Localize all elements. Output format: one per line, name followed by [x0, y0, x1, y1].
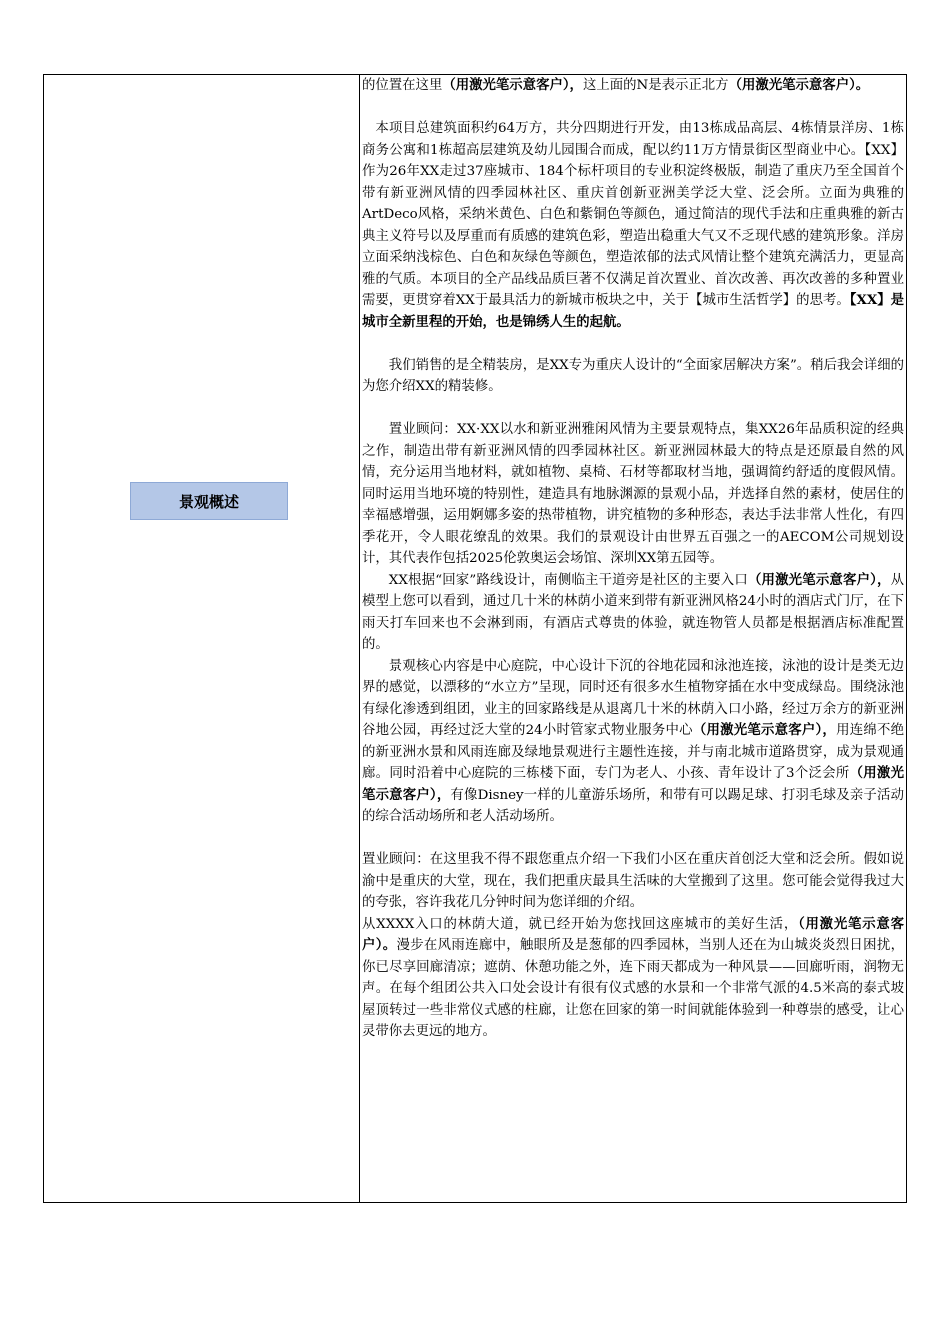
laser-note: （用激光笔示意客户）。	[728, 77, 870, 93]
paragraph-fit-out: 我们销售的是全精装房，是XX专为重庆人设计的“全面家居解决方案”。稍后我会详细的为您介绍XX的精装修。	[362, 357, 904, 394]
laser-note: （用激光笔示意客户）。	[362, 915, 904, 953]
text-run: 有像Disney一样的儿童游乐场所，和带有可以踢足球、打羽毛球及亲子活动的综合活动场所和老人活动场所。	[362, 787, 904, 824]
text-run: 从XXXX入口的林荫大道，就已经开始为您找回这座城市的美好生活，	[362, 916, 799, 932]
paragraph-lobby-intro: 置业顾问：在这里我不得不跟您重点介绍一下我们小区在重庆首创泛大堂和泛会所。假如说渝中是重庆的大堂，现在，我们把重庆最具生活味的大堂搬到了这里。您可能会觉得我过大的夸张，容许我花几分钟时间为您详细的介绍。	[362, 852, 904, 910]
laser-note: （用激光笔示意客户），	[747, 571, 891, 588]
content-table	[43, 74, 907, 1203]
paragraph-laser-north	[362, 75, 904, 97]
paragraph-entrance-boulevard	[362, 914, 904, 1043]
laser-note: （用激光笔示意客户），	[442, 77, 583, 93]
text-run: 这上面的N是表示正北方	[582, 78, 729, 93]
laser-note: （用激光笔示意客户），	[362, 765, 904, 803]
text-run: 景观核心内容是中心庭院，中心设计下沉的谷地花园和泳池连接，泳池的设计是类无边界的感觉，以漂移的“水立方”呈现，同时还有很多水生植物穿插在水中变成绿岛。围绕泳池有绿化渗透到组团，业主的回家路线是从退离几十米的林荫入口小路，经过万余方的新亚洲谷地公园，再经过泛大堂的24小时管家式物业服务中心	[362, 658, 904, 738]
laser-note: （用激光笔示意客户），	[692, 722, 837, 738]
text-run: 从模型上您可以看到，通过几十米的林荫小道来到带有新亚洲风格24小时的酒店式门厅，在下雨天打车回来也不会淋到雨，有酒店式尊贵的体验，就连物管人员都是根据酒店标准配置的。	[362, 572, 904, 652]
text-run: 用连绵不绝的新亚洲水景和风雨连廊及绿地景观进行主题性连接，并与南北城市道路贯穿，成为景观通廊。同时沿着中心庭院的三栋楼下面，专门为老人、小孩、青年设计了3个泛会所	[362, 723, 904, 781]
paragraph-landscape-features: 置业顾问：XX·XX以水和新亚洲雅闲风情为主要景观特点，集XX26年品质积淀的经典之作，制造出带有新亚洲风情的四季园林社区。新亚洲园林最大的特点是还原最自然的风情，充分运用当地材料，就如植物、桌椅、石材等都取材当地，强调简约舒适的度假风情。同时运用当地环境的特别性，建造具有地脉渊源的景观小品，并选择自然的素材，使居住的幸福感增强，运用婀娜多姿的热带植物，讲究植物的多种形态，表达手法非常人性化，有四季花开，令人眼花缭乱的效果。我们的景观设计由世界五百强之一的AECOM公司规划设计，其代表作包括2025伦敦奥运会场馆、深圳XX第五园等。	[362, 422, 904, 566]
text-run: XX根据“回家”路线设计，南侧临主干道旁是社区的主要入口	[388, 572, 748, 588]
slogan-text: 【XX】是城市全新里程的开始，也是锦绣人生的起航。	[362, 292, 905, 330]
paragraph-project-overview	[362, 118, 904, 333]
paragraph-central-courtyard	[362, 656, 904, 828]
body-column	[360, 75, 906, 1202]
text-run: 本项目总建筑面积约64万方，共分四期进行开发，由13栋成品高层、4栋情景洋房、1栋商务公寓和1栋超高层建筑及幼儿园围合而成，配以约11万方情景街区型商业中心。【XX】作为26年XX走过37座城市、184个标杆项目的专业积淀终极版，制造了重庆乃至全国首个带有新亚洲风情的四季园林社区、重庆首创新亚洲美学泛大堂、泛会所。立面为典雅的ArtDeco风格，采纳米黄色、白色和紫铜色等颜色，通过简洁的现代手法和庄重典雅的新古典主义符号以及厚重而有质感的建筑色彩，塑造出稳重大气又不乏现代感的建筑形象。洋房立面采纳浅棕色、白色和灰绿色等颜色，塑造浓郁的法式风情让整个建筑充满活力，更显高雅的气质。本项目的全产品线品质巨著不仅满足首次置业、首次改善、再次改善的多种置业需要，更贯穿着XX于最具活力的新城市板块之中，关于【城市生活哲学】的思考。	[362, 121, 904, 308]
text-run: 的位置在这里	[362, 78, 443, 93]
section-label-landscape: 景观概述	[130, 482, 288, 520]
text-run: 漫步在风雨连廊中，触眼所及是葱郁的四季园林，当别人还在为山城炎炎烈日困扰，你已尽享回廊清凉；遮荫、休憩功能之外，连下雨天都成为一种风景——回廊听雨，润物无声。在每个组团公共入口处会设计有很有仪式感的水景和一个非常气派的4.5米高的泰式坡屋顶转过一些非常仪式感的柱廊，让您在回家的第一时间就能体验到一种尊崇的感受，让心灵带你去更远的地方。	[362, 938, 904, 1039]
label-column	[44, 75, 360, 1202]
paragraph-home-route	[362, 570, 904, 656]
